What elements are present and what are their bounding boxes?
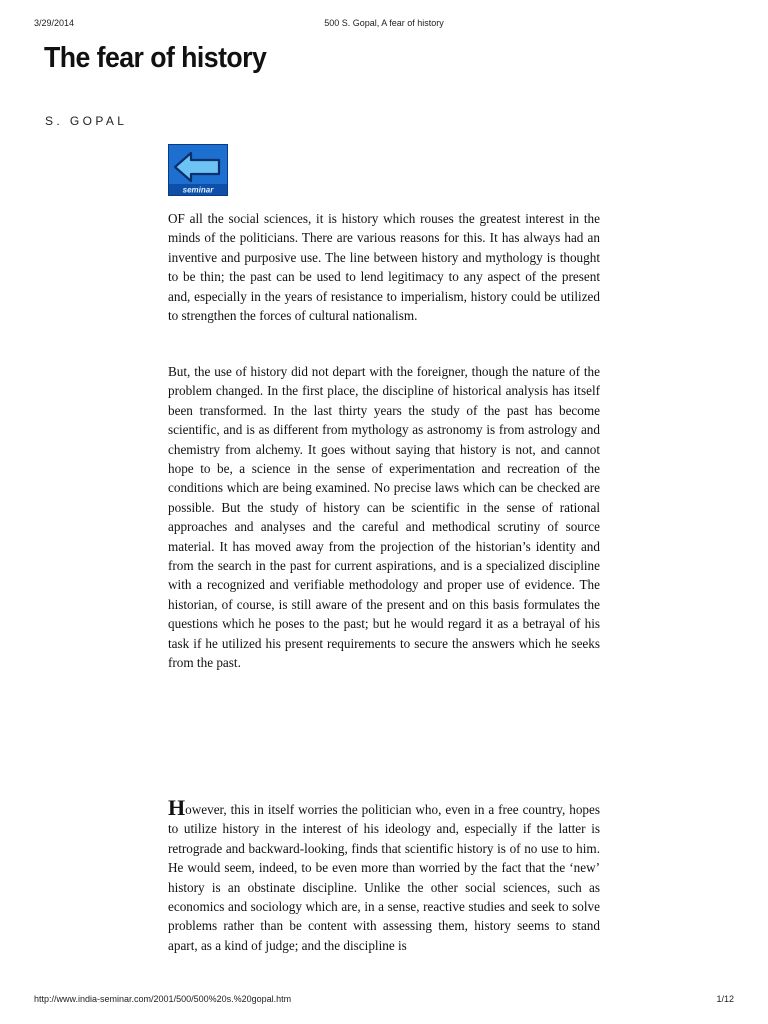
paragraph-3-text: owever, this in itself worries the politician who, even in a free country, hopes to utilize history in the interest of his ideology and, especially if the latter is retrograde and backward-looking, finds that scientific history is of no use to him. He would seem, indeed, to be even more than worried by the fact that the ‘new’ history is an obstinate discipline. Unlike the other social sciences, such as economics and sociology which are, in a sense, reactive studies and seek to solve problems rather than be content with assessing them, history seems to stand apart, as a kind of judge; and the discipline is <box>168 802 600 953</box>
page-url: http://www.india-seminar.com/2001/500/500%20s.%20gopal.htm <box>34 994 292 1004</box>
print-header <box>0 18 768 32</box>
print-doc-title: 500 S. Gopal, A fear of history <box>324 18 444 28</box>
back-arrow-icon <box>169 145 227 195</box>
paragraph-3 <box>168 795 600 955</box>
article-body-1 <box>168 209 600 335</box>
article-body-2 <box>168 362 600 683</box>
article-body-3 <box>168 795 600 965</box>
logo-caption: seminar <box>182 185 214 195</box>
author-name: S. GOPAL <box>45 114 128 128</box>
paragraph-2: But, the use of history did not depart with the foreigner, though the nature of the problem changed. In the first place, the discipline of historical analysis has itself been transformed. In the last thirty years the study of the past has become scientific, and is as different from mythology as astronomy is from astrology and chemistry from alchemy. It goes without saying that history is not, and cannot hope to be, a science in the sense of experimentation and recreation of the conditions which are being examined. No precise laws which can be checked are possible. But the study of history can be scientific in the sense of rational approaches and analyses and the careful and methodical scrutiny of source material. It has moved away from the projection of the historian’s identity and from the search in the past for current aspirations, and is a specialized discipline with a recognized and verifiable methodology and proper use of evidence. The historian, of course, is still aware of the present and on this basis formulates the questions which he poses to the past; but he would regard it as a betrayal of his task if he utilized his present requirements to secure the answers which he seeks from the past. <box>168 364 600 671</box>
print-footer <box>0 994 768 1008</box>
seminar-back-link[interactable] <box>168 144 228 196</box>
page-number: 1/12 <box>716 994 734 1004</box>
page-title: The fear of history <box>44 42 267 74</box>
paragraph-1: OF all the social sciences, it is history which rouses the greatest interest in the minds of the politicians. There are various reasons for this. It has always had an inventive and purposive use. The line between history and mythology is thought to be thin; the past can be used to lend legitimacy to any aspect of the present and, especially in the years of resistance to imperialism, history could be utilized to strengthen the forces of cultural nationalism. <box>168 211 600 324</box>
drop-cap: H <box>168 795 186 820</box>
print-date: 3/29/2014 <box>34 18 75 28</box>
